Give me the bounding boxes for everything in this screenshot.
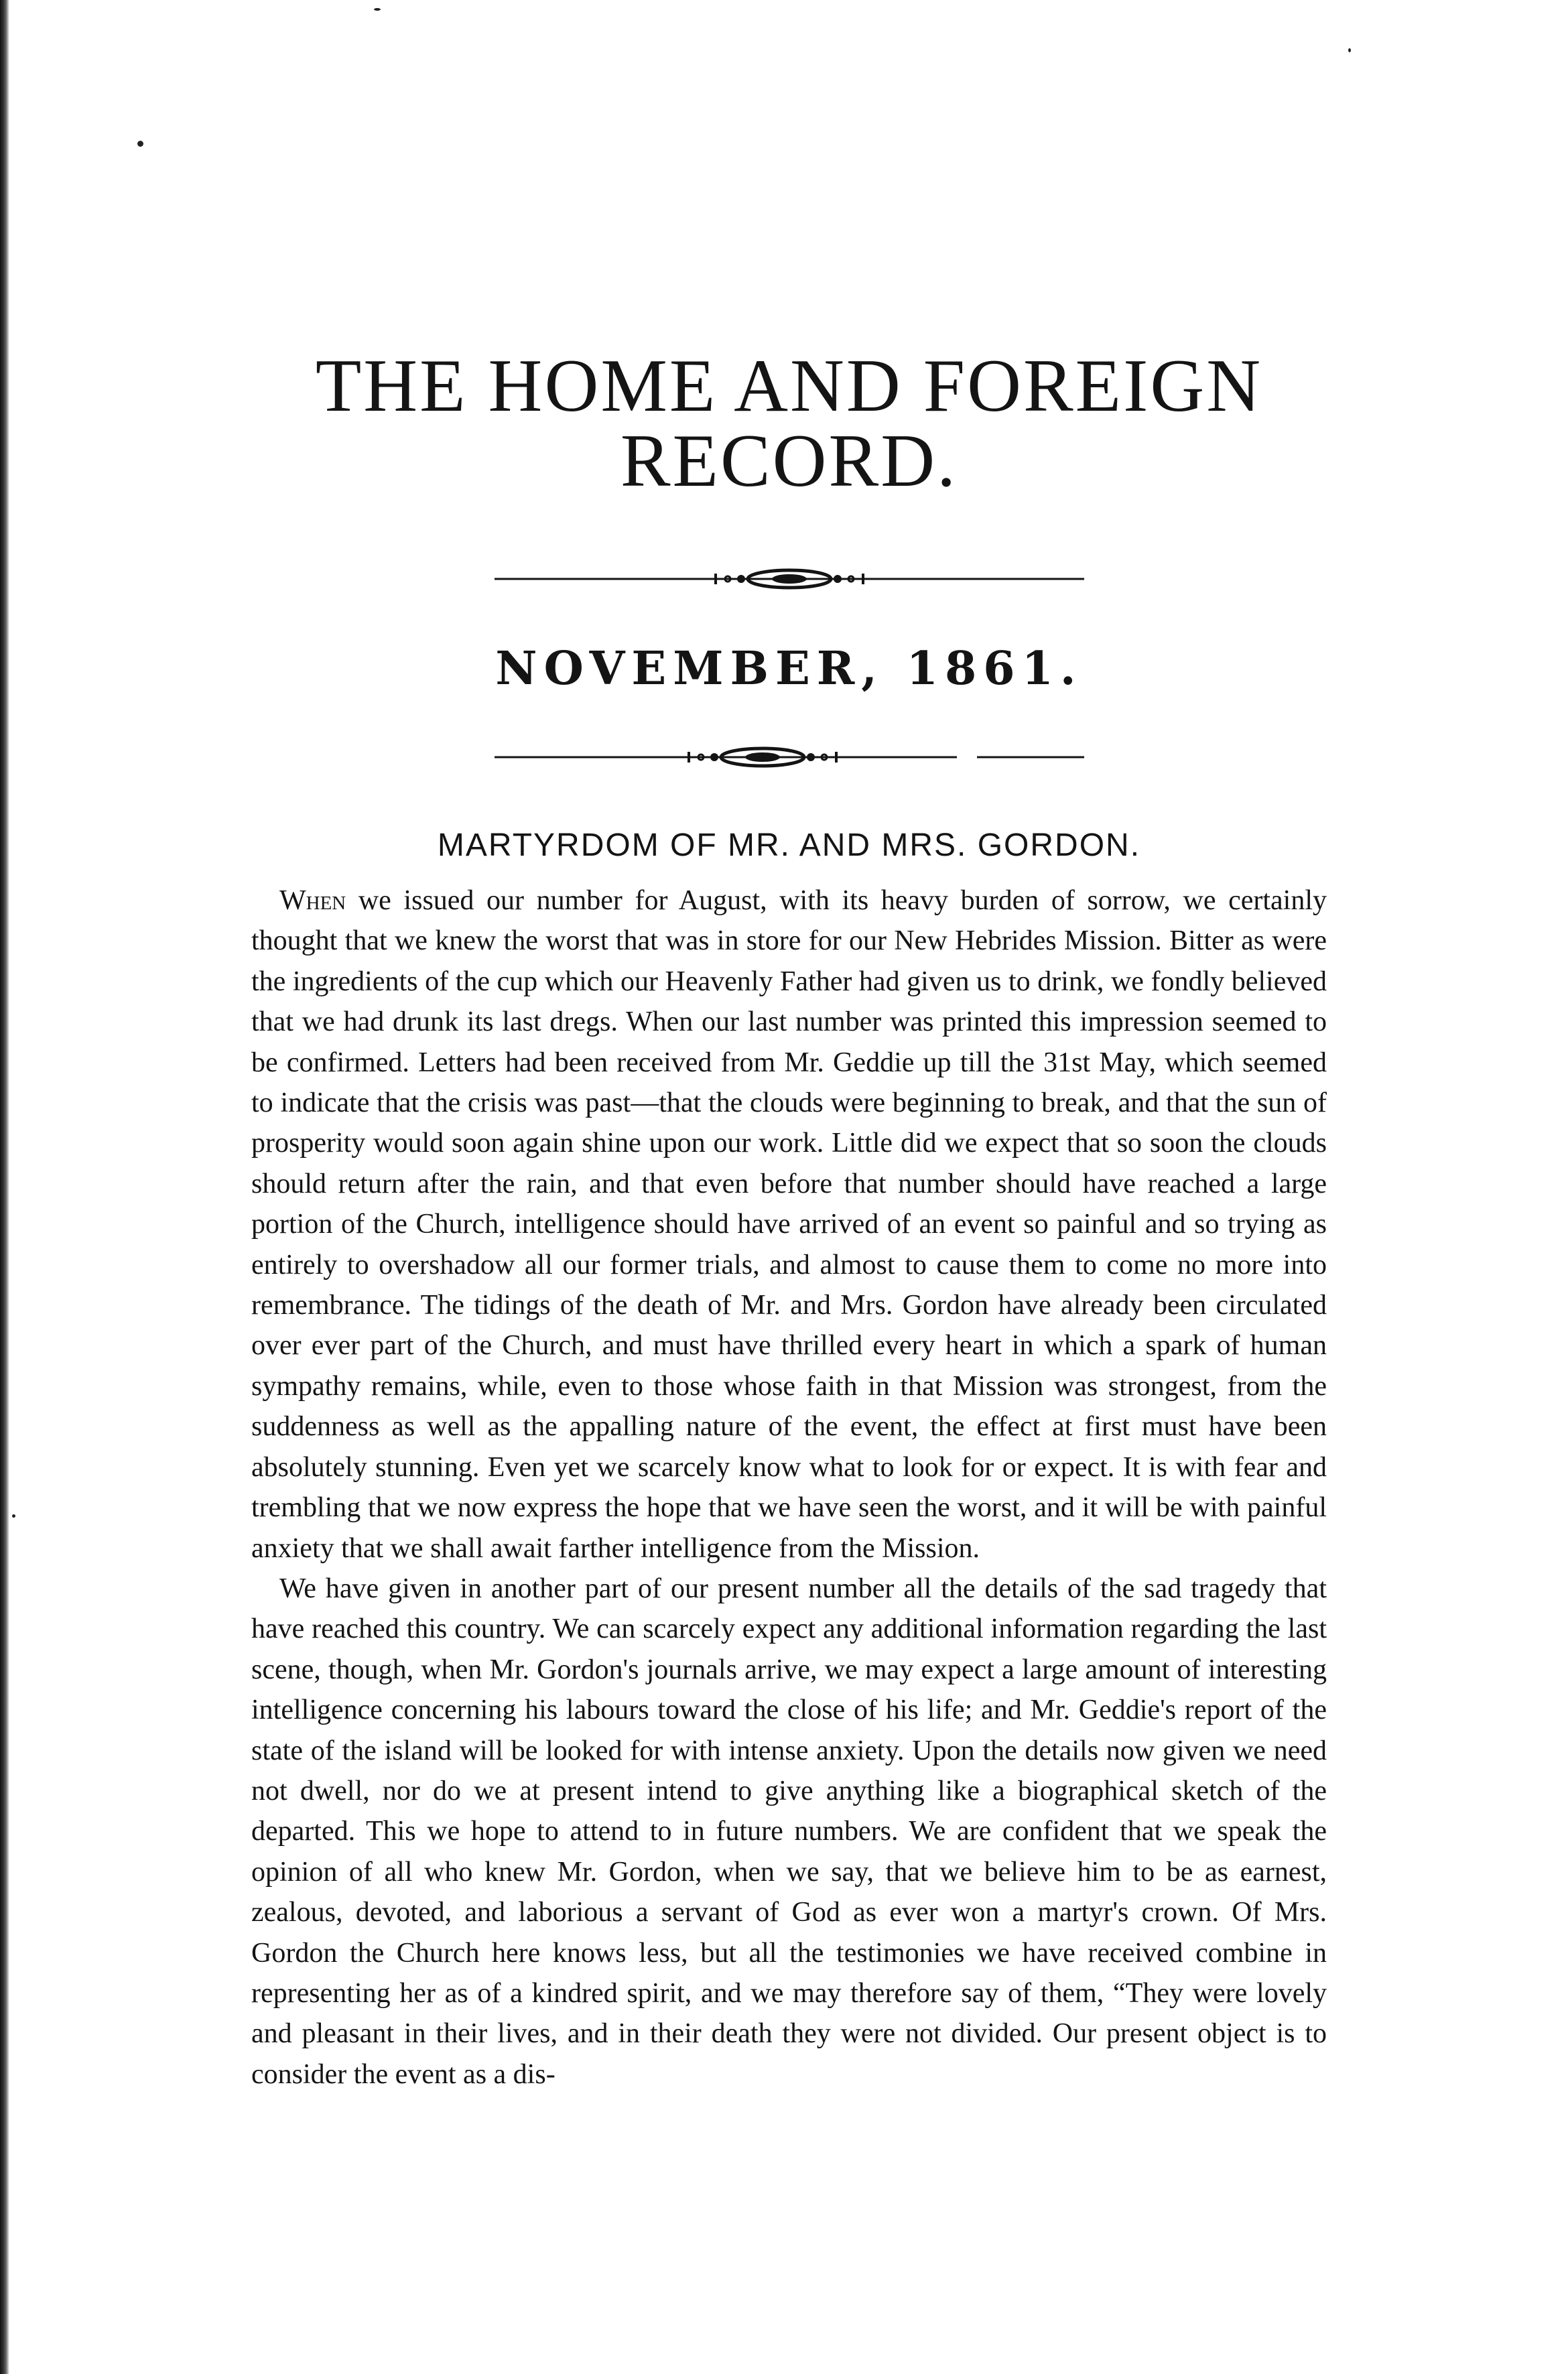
paragraph-text: we issued our number for August, with its heavy burden of sorrow, we certainly thought that we knew the worst that was in store for our New Hebrides Mission. Bitter as were the ingredients of the cup which our Heavenly Father had given us to drink, we fondly believed that we had drunk its last dregs. When our last number was printed this impression seemed to be confirmed. Letters had been received from Mr. Geddie up till the 31st May, which seemed to indicate that the crisis was past—that the clouds were beginning to break, and that the sun of prosperity would soon again shine upon our work. Little did we expect that so soon the clouds should return after the rain, and that even before that number should have reached a large portion of the Church, intelligence should have arrived of an event so painful and so trying as entirely to overshadow all our former trials, and almost to cause them to come no more into remembrance. The tidings of the death of Mr. and Mrs. Gordon have already been circulated over ever part of the Church, and must have thrilled every heart in which a spark of human sympathy remains, while, even to those whose faith in that Mission was strongest, from the suddenness as well as the appalling nature of the event, the effect at first must have been absolutely stunning. Even yet we scarcely know what to look for or expect. It is with fear and trembling that we now express the hope that we have seen the worst, and it will be with painful anxiety that we shall await farther intelligence from the Mission.: [251, 885, 1327, 1564]
title-ornament-rule: [495, 566, 1084, 592]
scan-speck: [374, 8, 381, 11]
article-paragraph: We have given in another part of our present number all the details of the sad tragedy that have reached this country. We can scarcely expect any additional information regarding the last scene, though, when Mr. Gordon's journals arrive, we may expect a large amount of interesting intelligence concerning his labours toward the close of his life; and Mr. Geddie's report of the state of the island will be looked for with intense anxiety. Upon the details now given we need not dwell, nor do we at present intend to give anything like a biographical sketch of the departed. This we hope to attend to in future numbers. We are confident that we speak the opinion of all who knew Mr. Gordon, when we say, that we believe him to be as earnest, zealous, devoted, and laborious a servant of God as ever won a martyr's crown. Of Mrs. Gordon the Church here knows less, but all the testimonies we have received combine in representing her as of a kindred spirit, and we may therefore say of them, “They were lovely and pleasant in their lives, and in their death they were not divided. Our present object is to consider the event as a dis-: [251, 1573, 1327, 2090]
issue-date: NOVEMBER, 1861.: [495, 642, 1083, 696]
date-ornament-rule: [495, 744, 1084, 771]
binding-edge: [0, 0, 9, 2374]
page-content: [251, 344, 1327, 2095]
masthead-title: THE HOME AND FOREIGN RECORD.: [315, 344, 1263, 503]
article-paragraph: [251, 880, 1327, 1569]
opening-word: When: [279, 885, 346, 916]
scan-speck: [12, 1514, 15, 1518]
article-title: MARTYRDOM OF MR. AND MRS. GORDON.: [437, 828, 1141, 863]
scan-speck: [1348, 48, 1351, 52]
article-body: [251, 880, 1327, 2095]
scan-speck: [137, 141, 143, 147]
